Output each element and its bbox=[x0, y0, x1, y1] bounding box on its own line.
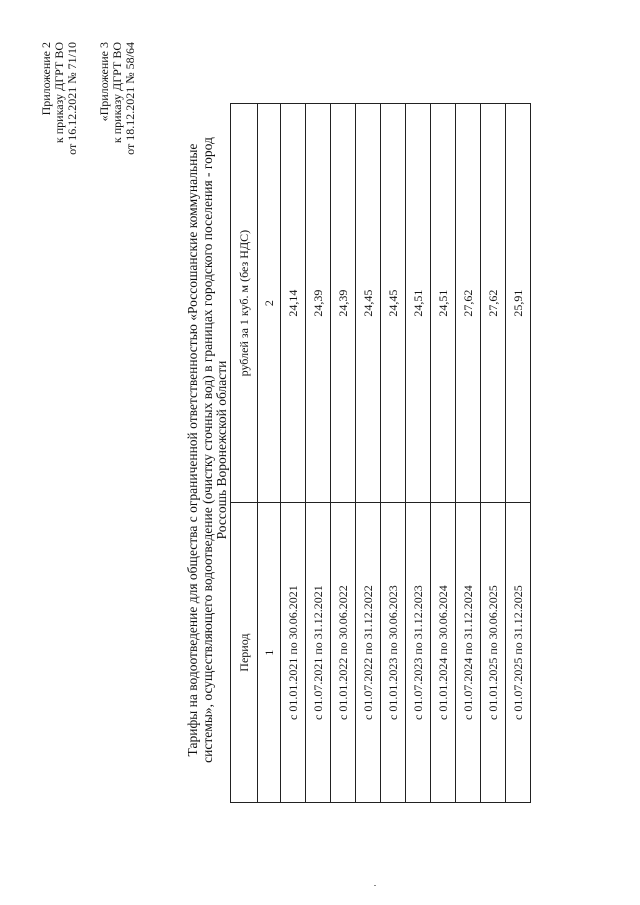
column-number-row bbox=[258, 104, 281, 803]
document-title bbox=[186, 95, 230, 805]
period-cell: с 01.07.2022 по 31.12.2022 bbox=[356, 503, 381, 803]
appendix-3-title: «Приложение 3 bbox=[97, 42, 111, 122]
rate-cell: 24,39 bbox=[306, 104, 331, 503]
rate-cell: 24,14 bbox=[281, 104, 306, 503]
appendix-3-date: от 18.12.2021 № 58/64 bbox=[123, 42, 137, 155]
table-row bbox=[331, 104, 356, 803]
rate-cell: 25,91 bbox=[506, 104, 531, 503]
period-cell: с 01.07.2021 по 31.12.2021 bbox=[306, 503, 331, 803]
column-number-1: 1 bbox=[258, 503, 281, 803]
scan-speck bbox=[374, 885, 376, 886]
table-row bbox=[406, 104, 431, 803]
table-row bbox=[381, 104, 406, 803]
table-row bbox=[306, 104, 331, 803]
header-period: Период bbox=[231, 503, 258, 803]
period-cell: с 01.07.2024 по 31.12.2024 bbox=[456, 503, 481, 803]
table-row bbox=[431, 104, 456, 803]
period-cell: с 01.01.2023 по 30.06.2023 bbox=[381, 503, 406, 803]
appendix-3-block bbox=[98, 42, 137, 155]
appendix-2-date: от 16.12.2021 № 71/10 bbox=[65, 42, 79, 155]
table-row bbox=[456, 104, 481, 803]
period-cell: с 01.01.2024 по 30.06.2024 bbox=[431, 503, 456, 803]
column-number-2: 2 bbox=[258, 104, 281, 503]
table-header-row bbox=[231, 104, 258, 803]
title-line-3: Россошь Воронежской области bbox=[214, 360, 229, 540]
rate-cell: 24,45 bbox=[381, 104, 406, 503]
period-cell: с 01.01.2021 по 30.06.2021 bbox=[281, 503, 306, 803]
appendix-2-order: к приказу ДГРТ ВО bbox=[52, 42, 66, 144]
period-cell: с 01.01.2022 по 30.06.2022 bbox=[331, 503, 356, 803]
header-rate: рублей за 1 куб. м (без НДС) bbox=[231, 104, 258, 503]
title-line-2: системы», осуществляющего водоотведение (очистку сточных вод) в границах городского поселения - город bbox=[199, 137, 215, 763]
appendix-2-title: Приложение 2 bbox=[39, 42, 53, 116]
rate-cell: 27,62 bbox=[481, 104, 506, 503]
title-line-1: Тарифы на водоотведение для общества с ограниченной ответственностью «Россошанские коммунальные bbox=[185, 143, 200, 757]
appendix-2-block bbox=[40, 42, 79, 155]
period-cell: с 01.07.2025 по 31.12.2025 bbox=[506, 503, 531, 803]
period-cell: с 01.07.2023 по 31.12.2023 bbox=[406, 503, 431, 803]
table-row bbox=[281, 104, 306, 803]
rate-cell: 24,39 bbox=[331, 104, 356, 503]
period-cell: с 01.01.2025 по 30.06.2025 bbox=[481, 503, 506, 803]
table-row bbox=[506, 104, 531, 803]
rate-cell: 24,51 bbox=[406, 104, 431, 503]
table-row bbox=[481, 104, 506, 803]
rate-cell: 24,51 bbox=[431, 104, 456, 503]
table-row bbox=[356, 104, 381, 803]
appendix-3-order: к приказу ДГРТ ВО bbox=[110, 42, 124, 144]
tariff-table bbox=[230, 103, 531, 803]
rate-cell: 24,45 bbox=[356, 104, 381, 503]
rate-cell: 27,62 bbox=[456, 104, 481, 503]
